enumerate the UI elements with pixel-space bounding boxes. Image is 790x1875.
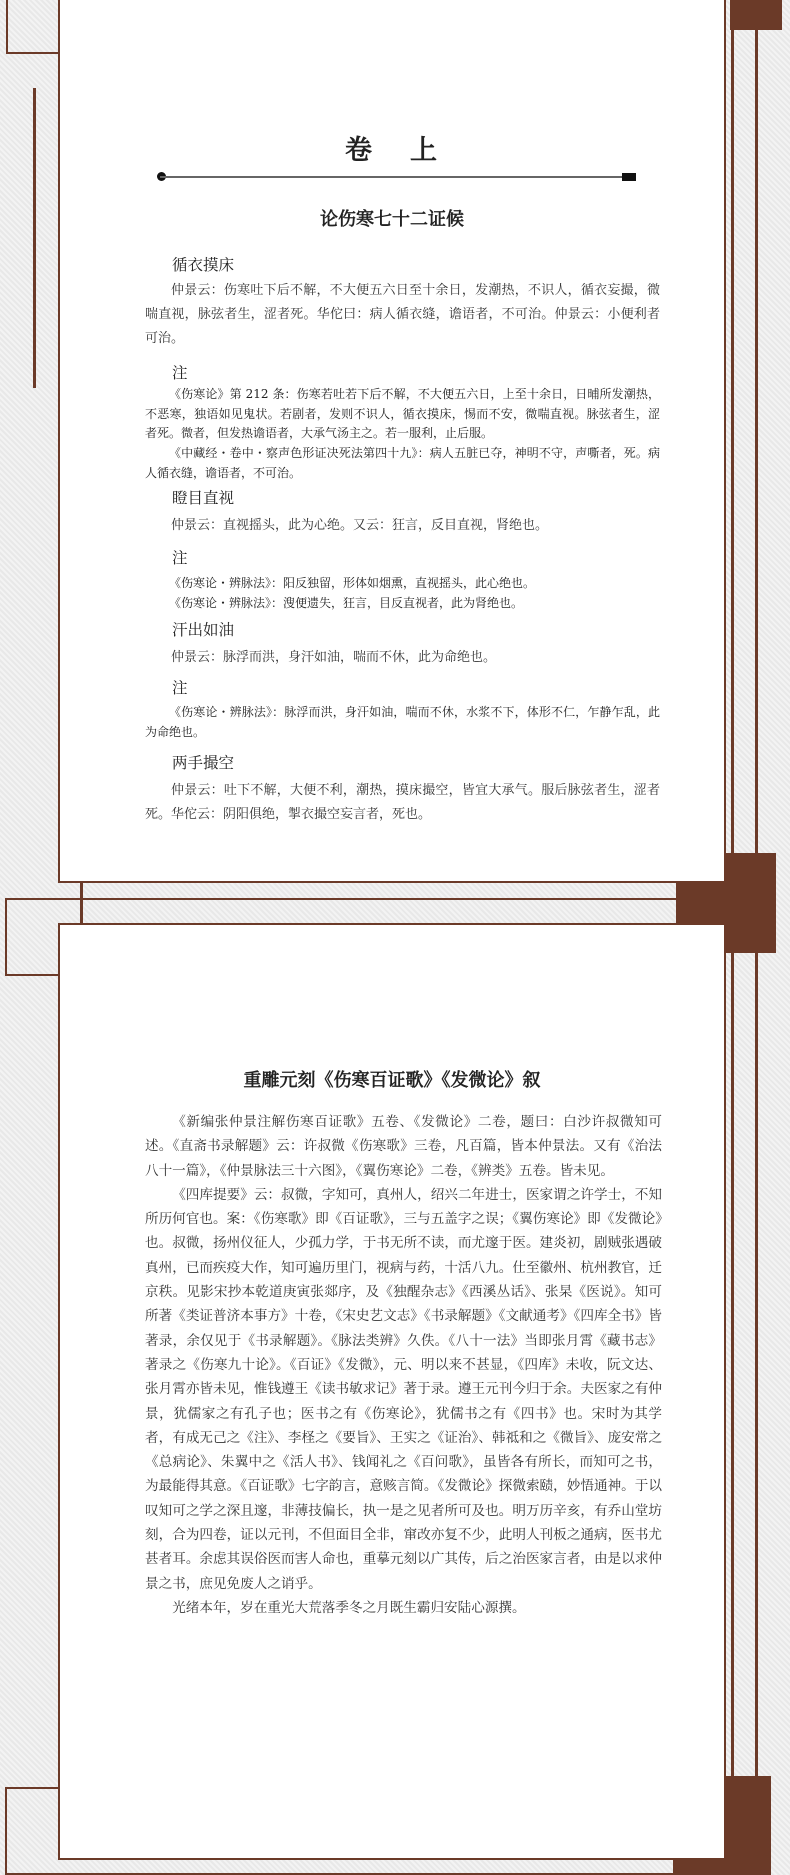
preface-paragraph: 《新编张仲景注解伤寒百证歌》五卷、《发微论》二卷，题曰：白沙许叔微知可述。《直斋书录解题》云：许叔微《伤寒歌》三卷，凡百篇，皆本仲景法。又有《治法八十一篇》，《仲景脉法三十六图》，《翼伤寒论》二卷，《辨类》五卷。皆未见。: [145, 1114, 662, 1179]
volume-title-char: 上: [410, 135, 439, 166]
rule-square: [622, 173, 636, 181]
note-text: 《伤寒论・辨脉法》：阳反独留，形体如烟熏，直视摇头，此心绝也。: [169, 576, 536, 590]
note-label: 注: [172, 679, 188, 697]
preface-signature: 光绪本年，岁在重光大荒落季冬之月既生霸归安陆心源撰。: [172, 1599, 526, 1616]
entry-text: 仲景云：脉浮而洪，身汗如油，喘而不休，此为命绝也。: [171, 650, 497, 665]
title-rule: [160, 176, 630, 178]
note-label: 注: [172, 549, 188, 567]
section-title: 论伤寒七十二证候: [320, 209, 464, 230]
page-preface: [58, 923, 726, 1860]
preface-body: [145, 1110, 662, 1620]
note-text: 《伤寒论》第 212 条：伤寒若吐若下后不解，不大便五六日，上至十余日，日晡所发潮热，不恶寒，独语如见鬼状。若剧者，发则不识人，循衣摸床，惕而不安，微喘直视。脉弦者生，涩者死。微者，但发热谵语者，大承气汤主之。若一服利，止后服。: [145, 387, 660, 440]
entry-heading: 汗出如油: [172, 621, 235, 639]
entry-heading: 循衣摸床: [172, 256, 235, 274]
note-text: 《伤寒论・辨脉法》：溲便遗失，狂言，目反直视者，此为肾绝也。: [169, 596, 524, 610]
frame-line: [6, 0, 61, 54]
note-text: 《中藏经・卷中・察声色形证决死法第四十九》：病人五脏已夺，神明不守，声嘶者，死。病人循衣缝，谵语者，不可治。: [145, 446, 660, 480]
entry-heading: 两手撮空: [172, 754, 235, 772]
volume-title: [60, 128, 724, 167]
note-label: 注: [172, 364, 188, 382]
entry-text: 仲景云：直视摇头，此为心绝。又云：狂言，反目直视，肾绝也。: [171, 518, 549, 533]
frame-line: [80, 883, 83, 923]
page-volume-upper: [58, 0, 726, 883]
preface-paragraph: 《四库提要》云：叔微，字知可，真州人，绍兴二年进士，医家谓之许学士，不知所历何官也。案：《伤寒歌》即《百证歌》，三与五盖字之误；《翼伤寒论》即《发微论》也。叔微，扬州仪征人，少孤力学，于书无所不读，而尤邃于医。建炎初，剧贼张遇破真州，已而疾疫大作，知可遍历里门，视病与药，十活八九。仕至徽州、杭州教官，迁京秩。见影宋抄本乾道庚寅张郯序，及《独醒杂志》《西溪丛话》、张杲《医说》。知可所著《类证普济本事方》十卷，《宋史艺文志》《书录解题》《文献通考》《四库全书》皆著录，余仅见于《书录解题》。《脉法类辨》久佚。《八十一法》当即张月霄《藏书志》著录之《伤寒九十论》。《百证》《发微》，元、明以来不甚显，《四库》未收，阮文达、张月霄亦皆未见，惟钱遵王《读书敏求记》著于录。遵王元刊今归于余。夫医家之有仲景，犹儒家之有孔子也；医书之有《伤寒论》，犹儒书之有《四书》也。宋时为其学者，有成无己之《注》、李柽之《要旨》、王实之《证治》、韩祗和之《微旨》、庞安常之《总病论》、朱翼中之《活人书》、钱闻礼之《百问歌》，虽皆各有所长，而知可之书，为最能得其意。《百证歌》七字韵言，意赅言简。《发微论》探微索赜，妙悟通神。于以叹知可之学之深且邃，非薄技偏长，执一是之见者所可及也。明万历辛亥，有乔山堂坊刻，合为四卷，证以元刊，不但面目全非，窜改亦复不少，此明人刊板之通病，医书尤甚者耳。余虑其误俗医而害人命也，重摹元刻以广其传，后之治医家言者，由是以求仲景之书，庶见免废人之诮乎。: [145, 1186, 662, 1592]
frame-line: [33, 88, 36, 388]
entry-heading: 瞪目直视: [172, 489, 235, 507]
preface-title: 重雕元刻《伤寒百证歌》《发微论》叙: [243, 1070, 541, 1091]
volume-title-char: 卷: [345, 135, 374, 166]
entry-text: 仲景云：吐下不解，大便不利，潮热，摸床撮空，皆宜大承气。服后脉弦者生，涩者死。华佗云：阴阳俱绝，掣衣撮空妄言者，死也。: [145, 783, 660, 822]
entry-text: 仲景云：伤寒吐下后不解，不大便五六日至十余日，发潮热，不识人，循衣妄撮，微喘直视，脉弦者生，涩者死。华佗曰：病人循衣缝，谵语者，不可治。仲景云：小便利者可治。: [145, 283, 660, 346]
note-text: 《伤寒论・辨脉法》：脉浮而洪，身汗如油，喘而不休，水浆不下，体形不仁，乍静乍乱，此为命绝也。: [145, 705, 660, 739]
frame-block: [730, 0, 782, 30]
